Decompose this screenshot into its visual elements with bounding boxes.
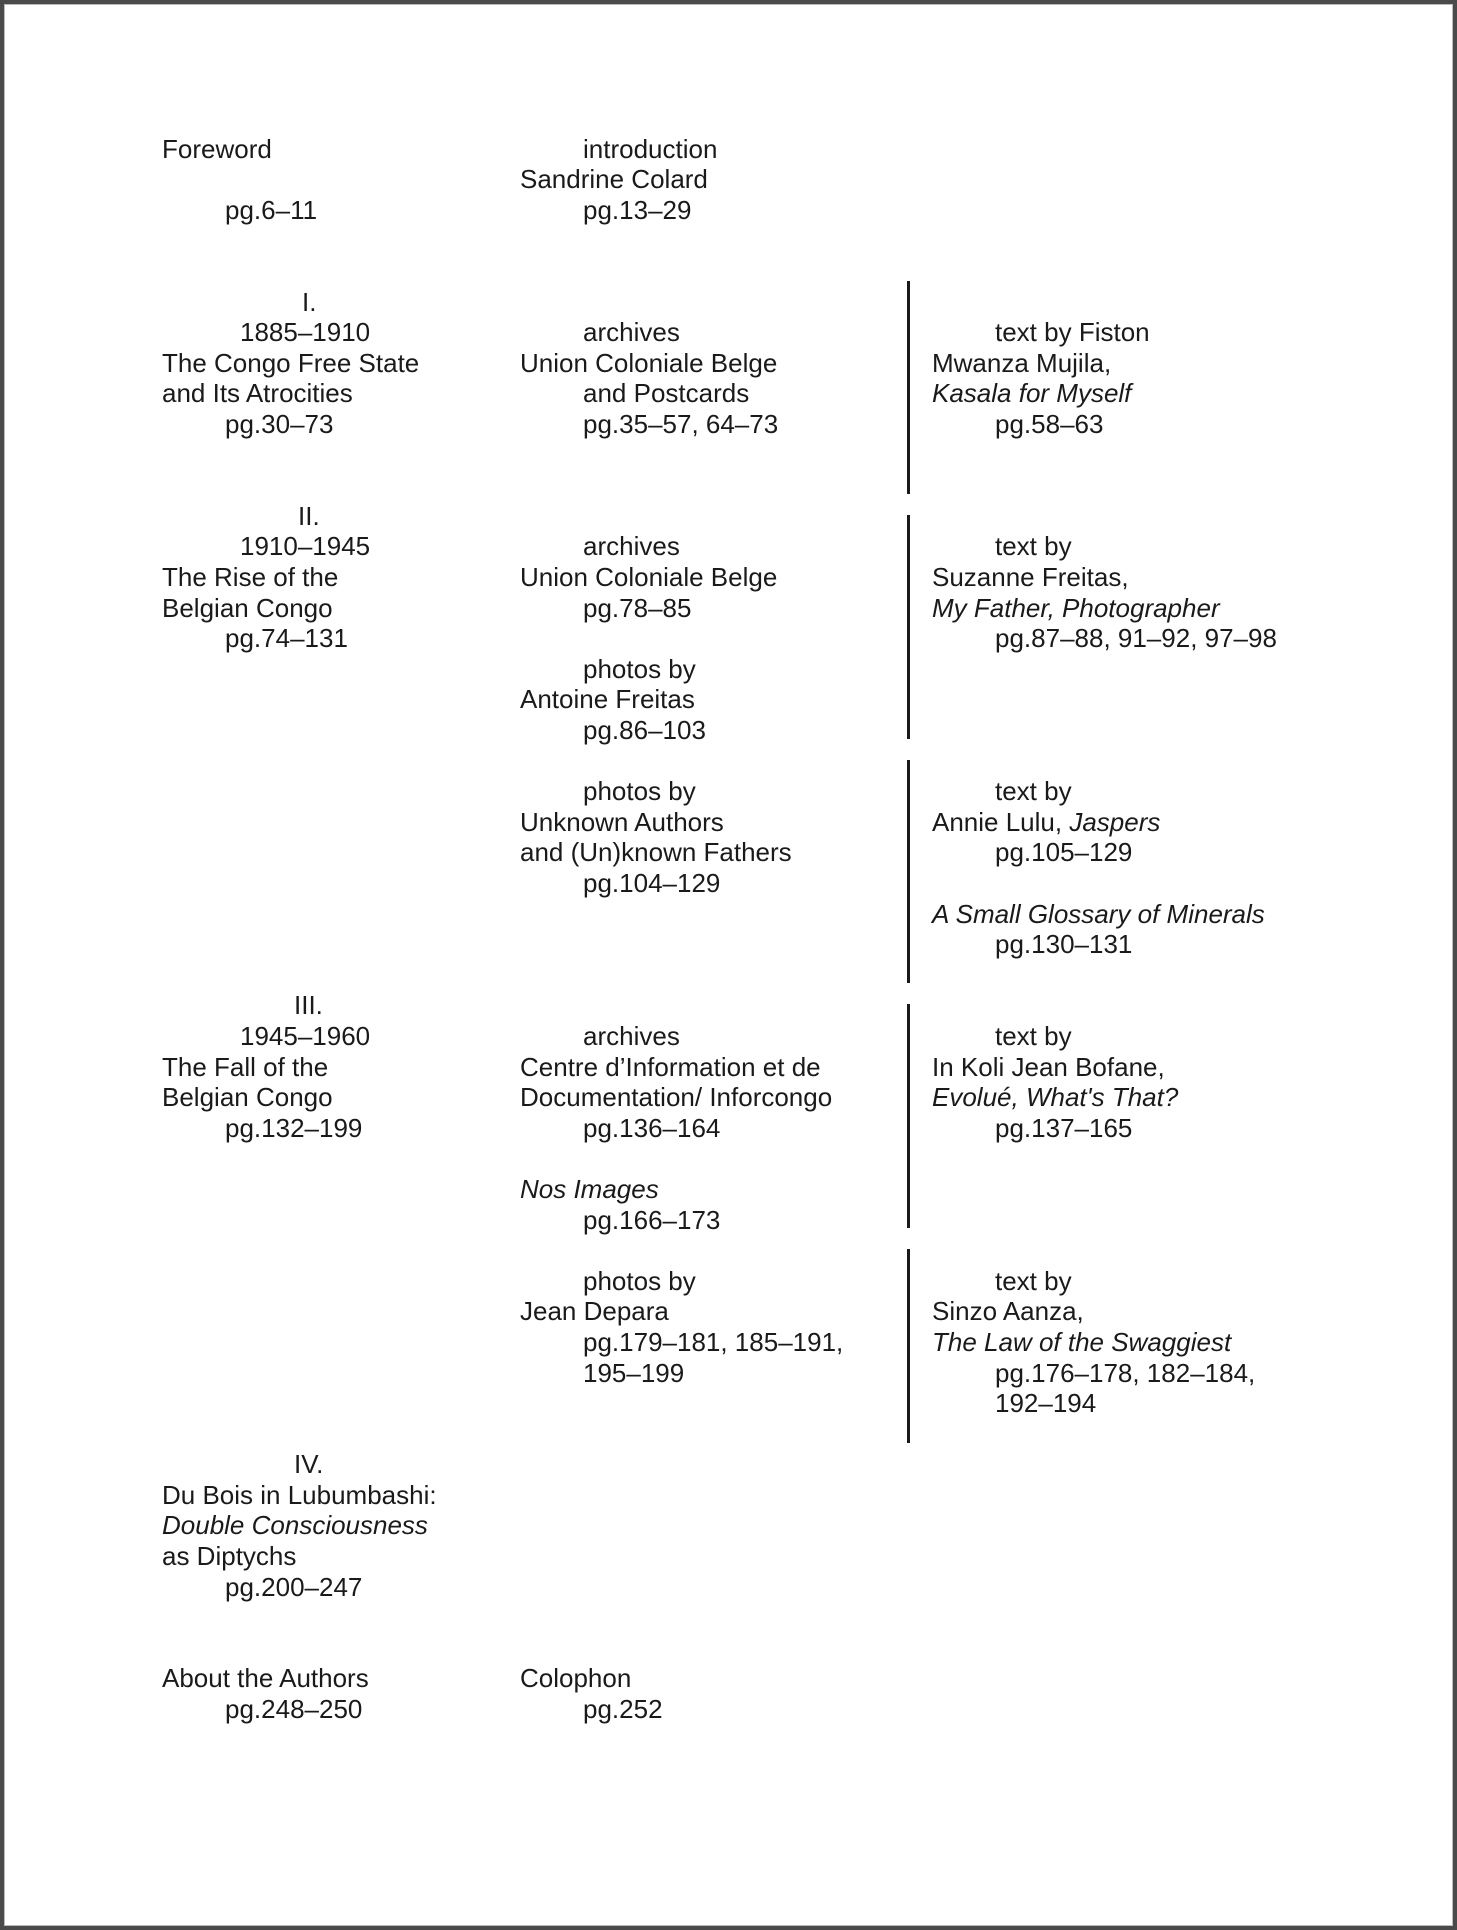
section2-divider-2 [907,760,910,983]
section1-archives-pages: pg.35–57, 64–73 [583,409,779,439]
section2-title-line2: Belgian Congo [162,593,333,623]
section2-photos1-pages: pg.86–103 [583,715,706,745]
introduction-pages: pg.13–29 [583,195,692,225]
section2-photos2-line1: Unknown Authors [520,807,724,837]
section3-text2-pages-line2: 192–194 [995,1388,1097,1418]
section2-text2-pages: pg.105–129 [995,837,1133,867]
section3-text1-pages: pg.137–165 [995,1113,1133,1143]
section3-nos-images-title: Nos Images [520,1174,659,1204]
section1-pages: pg.30–73 [225,409,334,439]
section2-text1-title: My Father, Photographer [932,593,1220,623]
colophon-title: Colophon [520,1663,632,1693]
about-pages: pg.248–250 [225,1694,363,1724]
section3-text1-author: In Koli Jean Bofane, [932,1052,1165,1082]
section3-photos-pages-line1: pg.179–181, 185–191, [583,1327,844,1357]
section4-pages: pg.200–247 [225,1572,363,1602]
section2-text2-author: Annie Lulu, [932,807,1063,837]
section3-photos-label: photos by [583,1266,696,1296]
section2-archives-label: archives [583,531,680,561]
section2-text2-line1: text by [995,776,1072,806]
section2-photos2-line2: and (Un)known Fathers [520,837,792,867]
section1-title-line1: The Congo Free State [162,348,420,378]
section3-photos-author: Jean Depara [520,1296,669,1326]
section3-numeral: III. [294,990,323,1020]
section2-title-line1: The Rise of the [162,562,339,592]
section3-text2-pages-line1: pg.176–178, 182–184, [995,1358,1256,1388]
section3-text1-line1: text by [995,1021,1072,1051]
section2-pages: pg.74–131 [225,623,348,653]
section2-years: 1910–1945 [240,531,371,561]
section3-pages: pg.132–199 [225,1113,363,1143]
section4-title-line2: Double Consciousness [162,1510,428,1540]
section2-text1-line1: text by [995,531,1072,561]
section3-nos-images-pages: pg.166–173 [583,1205,721,1235]
section1-text-title: Kasala for Myself [932,378,1132,408]
about-title: About the Authors [162,1663,369,1693]
section1-text-line1: text by Fiston [995,317,1150,347]
section2-text2-author-line [932,807,1160,837]
section3-archives-pages: pg.136–164 [583,1113,721,1143]
section2-text1-pages: pg.87–88, 91–92, 97–98 [995,623,1277,653]
section1-archives-line1: Union Coloniale Belge [520,348,778,378]
section2-photos1-label: photos by [583,654,696,684]
section3-divider-1 [907,1004,910,1228]
introduction-label: introduction [583,134,718,164]
foreword-pages: pg.6–11 [225,195,318,225]
section1-text-author: Mwanza Mujila, [932,348,1112,378]
section3-archives-line1: Centre d’Information et de [520,1052,821,1082]
section3-text1-title: Evolué, What's That? [932,1082,1179,1112]
section3-archives-label: archives [583,1021,680,1051]
section3-divider-2 [907,1249,910,1443]
section2-photos2-pages: pg.104–129 [583,868,721,898]
section2-text2-title: Jaspers [1069,807,1161,837]
section2-photos1-author: Antoine Freitas [520,684,695,714]
section2-archives-line1: Union Coloniale Belge [520,562,778,592]
section1-archives-line2: and Postcards [583,378,750,408]
section3-archives-line2: Documentation/ Inforcongo [520,1082,833,1112]
section3-title-line2: Belgian Congo [162,1082,333,1112]
section1-archives-label: archives [583,317,680,347]
section1-divider [907,281,910,494]
section3-text2-author: Sinzo Aanza, [932,1296,1084,1326]
section2-divider-1 [907,515,910,739]
section2-text1-author: Suzanne Freitas, [932,562,1129,592]
section3-text2-title: The Law of the Swaggiest [932,1327,1232,1357]
section1-numeral: I. [302,287,317,317]
section2-glossary-pages: pg.130–131 [995,929,1133,959]
section3-photos-pages-line2: 195–199 [583,1358,685,1388]
introduction-author: Sandrine Colard [520,164,708,194]
section2-photos2-label: photos by [583,776,696,806]
section1-years: 1885–1910 [240,317,371,347]
section4-numeral: IV. [294,1449,324,1479]
section4-title-line3: as Diptychs [162,1541,297,1571]
section2-numeral: II. [298,501,320,531]
section1-text-pages: pg.58–63 [995,409,1104,439]
section1-title-line2: and Its Atrocities [162,378,353,408]
foreword-title: Foreword [162,134,272,164]
section3-title-line1: The Fall of the [162,1052,329,1082]
colophon-pages: pg.252 [583,1694,663,1724]
section2-archives-pages: pg.78–85 [583,593,692,623]
section3-years: 1945–1960 [240,1021,371,1051]
section3-text2-line1: text by [995,1266,1072,1296]
section4-title-line1: Du Bois in Lubumbashi: [162,1480,437,1510]
section2-glossary-title: A Small Glossary of Minerals [932,899,1265,929]
